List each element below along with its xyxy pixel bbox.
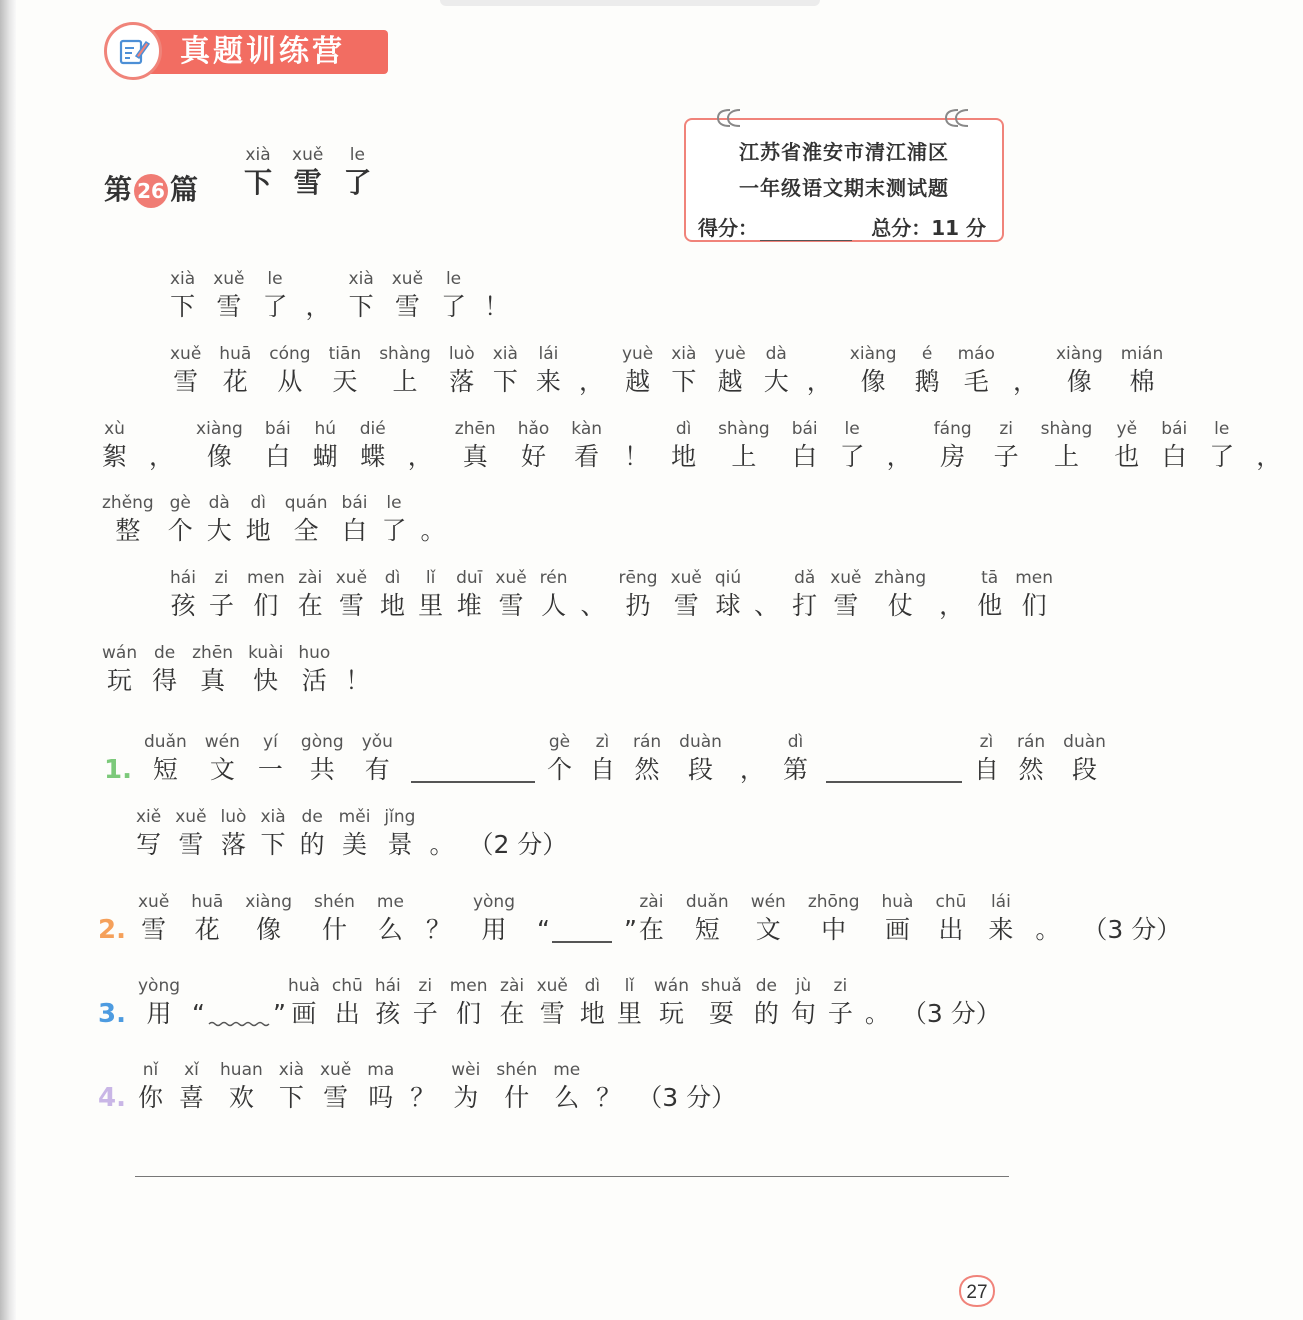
- char-with-pinyin: fáng 房: [933, 419, 972, 471]
- question-1-part-b: [546, 732, 826, 787]
- char-with-pinyin: tā 他: [977, 568, 1003, 620]
- char-with-pinyin: lǐ 里: [616, 976, 642, 1028]
- char-with-pinyin: xuě 雪: [175, 807, 207, 859]
- char-with-pinyin: xiàng 像: [1055, 344, 1103, 396]
- char-with-pinyin: de 的: [753, 976, 779, 1028]
- question-number: 4.: [98, 1083, 126, 1113]
- char-with-pinyin: duǎn 短: [685, 892, 729, 944]
- char-with-pinyin: bái 白: [791, 419, 818, 471]
- char-with-pinyin: ，: [578, 367, 604, 396]
- char-with-pinyin: lǐ 里: [418, 568, 444, 620]
- char-with-pinyin: wán 玩: [102, 643, 138, 695]
- passage-line-5: [170, 567, 1066, 623]
- exam-region: 江苏省淮安市清江浦区: [739, 140, 949, 164]
- question-number: 1.: [104, 755, 132, 785]
- char-with-pinyin: ，: [149, 442, 175, 471]
- char-with-pinyin: men 们: [449, 976, 488, 1028]
- char-with-pinyin: ！: [624, 442, 650, 471]
- char-with-pinyin: huà 画: [287, 976, 320, 1028]
- char-with-pinyin: le 了: [441, 269, 467, 321]
- char-with-pinyin: wén 文: [204, 732, 240, 784]
- char-with-pinyin: ，: [1012, 367, 1038, 396]
- char-with-pinyin: zài 在: [638, 892, 664, 944]
- wavy-line-mark[interactable]: [207, 999, 269, 1029]
- question-1: [104, 731, 1124, 787]
- story-title: [244, 144, 391, 200]
- char-with-pinyin: zì 自: [973, 732, 999, 784]
- char-with-pinyin: dì 第: [782, 732, 808, 784]
- char-with-pinyin: zi 子: [827, 976, 853, 1028]
- char-with-pinyin: měi 美: [338, 807, 371, 859]
- char-with-pinyin: jù 句: [790, 976, 816, 1028]
- char-with-pinyin: xuě 雪: [391, 269, 424, 321]
- char-with-pinyin: xuě 雪: [495, 568, 527, 620]
- char-with-pinyin: dì 地: [671, 419, 697, 471]
- char-with-pinyin: dà 大: [206, 493, 232, 545]
- char-with-pinyin: 。: [1035, 915, 1061, 944]
- paper-clip-icon: [712, 106, 748, 130]
- char-with-pinyin: 、: [754, 591, 780, 620]
- passage-line-2: [170, 343, 1181, 399]
- char-with-pinyin: luò 落: [448, 344, 475, 396]
- char-with-pinyin: dì 地: [380, 568, 406, 620]
- char-with-pinyin: xuě 雪: [670, 568, 702, 620]
- char-with-pinyin: kuài 快: [248, 643, 284, 695]
- char-with-pinyin: duǎn 短: [144, 732, 187, 784]
- question-2-part-a: [138, 892, 537, 947]
- char-with-pinyin: shén 什: [496, 1060, 538, 1112]
- char-with-pinyin: hái 孩: [374, 976, 401, 1028]
- char-with-pinyin: shàng 上: [379, 344, 431, 396]
- char-with-pinyin: xù 絮: [102, 419, 128, 471]
- char-with-pinyin: ，: [886, 442, 912, 471]
- char-with-pinyin: yě 也: [1114, 419, 1140, 471]
- question-1-part-d: [136, 807, 468, 862]
- char-with-pinyin: xiě 写: [136, 807, 162, 859]
- question-3-score: （3 分）: [901, 999, 1001, 1028]
- char-with-pinyin: lái 来: [988, 892, 1014, 944]
- char-with-pinyin: le 了: [343, 145, 372, 199]
- char-with-pinyin: shàng 上: [1040, 419, 1093, 471]
- char-with-pinyin: yòng 用: [472, 892, 515, 944]
- char-with-pinyin: xià 下: [492, 344, 518, 396]
- exam-info-box: [684, 118, 1004, 242]
- char-with-pinyin: chū 出: [331, 976, 363, 1028]
- char-with-pinyin: kàn 看: [571, 419, 603, 471]
- char-with-pinyin: ？: [425, 915, 451, 944]
- char-with-pinyin: nǐ 你: [138, 1060, 164, 1112]
- char-with-pinyin: xuě 雪: [138, 892, 170, 944]
- passage-line-4: [102, 492, 460, 548]
- char-with-pinyin: 、: [580, 591, 606, 620]
- char-with-pinyin: dì 地: [579, 976, 605, 1028]
- char-with-pinyin: xuě 雪: [213, 269, 245, 321]
- char-with-pinyin: xiàng 像: [849, 344, 897, 396]
- char-with-pinyin: tiān 天: [328, 344, 362, 396]
- page-top-shadow: [440, 0, 820, 6]
- char-with-pinyin: me 么: [376, 892, 404, 944]
- char-with-pinyin: ，: [806, 367, 832, 396]
- question-4: [98, 1059, 752, 1115]
- char-with-pinyin: máo 毛: [957, 344, 995, 396]
- char-with-pinyin: dà 大: [763, 344, 789, 396]
- char-with-pinyin: ma 吗: [367, 1060, 395, 1112]
- char-with-pinyin: ，: [739, 755, 765, 784]
- question-3: 3. yòng 用 “ ” huà 画 chū 出 hái 孩 zi 子 men 们 zài 在 xuě 雪 dì 地 lǐ 里 wán 玩 shuǎ 耍 de 的 jù 句 zi 子 。 （3 分）: [98, 976, 1001, 1029]
- score-field[interactable]: 得分：: [698, 212, 852, 241]
- char-with-pinyin: xià 下: [260, 807, 286, 859]
- char-with-pinyin: ！: [484, 292, 510, 321]
- char-with-pinyin: cóng 从: [269, 344, 311, 396]
- char-with-pinyin: zi 子: [208, 568, 234, 620]
- passage-line-6: [102, 642, 385, 698]
- char-with-pinyin: duàn 段: [679, 732, 722, 784]
- char-with-pinyin: gè 个: [167, 493, 193, 545]
- char-with-pinyin: hǎo 好: [517, 419, 550, 471]
- char-with-pinyin: wán 玩: [653, 976, 689, 1028]
- char-with-pinyin: rén 人: [539, 568, 568, 620]
- question-number: 2.: [98, 915, 126, 945]
- exam-name: 一年级语文期末测试题: [739, 176, 949, 200]
- char-with-pinyin: zhōng 中: [807, 892, 860, 944]
- char-with-pinyin: le 了: [839, 419, 865, 471]
- lesson-number: 第 26 篇: [104, 173, 199, 206]
- char-with-pinyin: xià 下: [278, 1060, 304, 1112]
- question-2: 2. xuě 雪 huā 花 xiàng 像 shén 什 me 么 ？ yòng 用 “ ” zài 在 duǎn 短 wén 文 zhōng 中 huà 画 chū 出 lái 来 。 （3 分）: [98, 892, 1182, 945]
- line-mark-blank[interactable]: [552, 911, 612, 943]
- char-with-pinyin: wèi 为: [451, 1060, 481, 1112]
- badge-title: 真题训练营: [140, 30, 388, 74]
- char-with-pinyin: xuě 雪: [830, 568, 862, 620]
- char-with-pinyin: de 得: [152, 643, 178, 695]
- char-with-pinyin: gòng 共: [300, 732, 344, 784]
- answer-blank-1[interactable]: [411, 751, 535, 783]
- char-with-pinyin: dié 蝶: [359, 419, 386, 471]
- char-with-pinyin: xià 下: [244, 145, 273, 199]
- char-with-pinyin: jǐng 景: [384, 807, 416, 859]
- char-with-pinyin: rán 然: [1016, 732, 1046, 784]
- question-number: 3.: [98, 999, 126, 1029]
- char-with-pinyin: huan 欢: [220, 1060, 263, 1112]
- char-with-pinyin: mián 棉: [1120, 344, 1164, 396]
- char-with-pinyin: me 么: [553, 1060, 581, 1112]
- char-with-pinyin: xuě 雪: [335, 568, 368, 620]
- char-with-pinyin: ？: [410, 1083, 436, 1112]
- total-score: 总分：11 分: [871, 216, 986, 240]
- passage-line-1: [170, 268, 527, 324]
- char-with-pinyin: ，: [939, 591, 965, 620]
- char-with-pinyin: yuè 越: [714, 344, 746, 396]
- question-3-part-a: [138, 976, 192, 1031]
- question-4-part-a: [138, 1060, 637, 1115]
- char-with-pinyin: ？: [596, 1083, 622, 1112]
- question-1-continued: [136, 806, 581, 862]
- char-with-pinyin: shàng 上: [718, 419, 770, 471]
- question-2-part-b: [638, 892, 1083, 947]
- char-with-pinyin: rēng 扔: [618, 568, 658, 620]
- question-1-part-c: [973, 732, 1124, 787]
- question-4-score: （3 分）: [637, 1083, 737, 1112]
- char-with-pinyin: quán 全: [284, 493, 328, 545]
- question-1-part-a: [144, 732, 411, 787]
- char-with-pinyin: men 们: [1015, 568, 1053, 620]
- answer-line[interactable]: [135, 1176, 1009, 1177]
- pencil-notebook-icon: [104, 22, 162, 80]
- char-with-pinyin: gè 个: [546, 732, 572, 784]
- char-with-pinyin: duàn 段: [1063, 732, 1106, 784]
- char-with-pinyin: huā 花: [219, 344, 252, 396]
- char-with-pinyin: xià 下: [348, 269, 374, 321]
- page-number-badge: [958, 1274, 996, 1308]
- page-number: 27: [966, 1282, 988, 1303]
- char-with-pinyin: huā 花: [191, 892, 224, 944]
- char-with-pinyin: 。: [429, 830, 455, 859]
- char-with-pinyin: xuě 雪: [292, 145, 324, 199]
- char-with-pinyin: chū 出: [935, 892, 967, 944]
- char-with-pinyin: yǒu 有: [361, 732, 393, 784]
- char-with-pinyin: huo 活: [298, 643, 331, 695]
- char-with-pinyin: shén 什: [314, 892, 355, 944]
- char-with-pinyin: 。: [420, 516, 446, 545]
- char-with-pinyin: hái 孩: [170, 568, 196, 620]
- lesson-number-circle: 26: [134, 174, 168, 208]
- char-with-pinyin: yòng 用: [138, 976, 181, 1028]
- char-with-pinyin: zi 子: [412, 976, 438, 1028]
- char-with-pinyin: de 的: [299, 807, 325, 859]
- passage-line-3: [102, 418, 1303, 474]
- char-with-pinyin: xuě 雪: [319, 1060, 352, 1112]
- char-with-pinyin: xuě 雪: [536, 976, 568, 1028]
- char-with-pinyin: dì 地: [245, 493, 271, 545]
- book-spine-shadow: [0, 0, 16, 1320]
- char-with-pinyin: bái 白: [264, 419, 291, 471]
- char-with-pinyin: bái 白: [1161, 419, 1188, 471]
- char-with-pinyin: rán 然: [632, 732, 662, 784]
- char-with-pinyin: huà 画: [881, 892, 914, 944]
- char-with-pinyin: shuǎ 耍: [701, 976, 742, 1028]
- char-with-pinyin: xiàng 像: [196, 419, 243, 471]
- char-with-pinyin: xià 下: [671, 344, 697, 396]
- char-with-pinyin: le 了: [262, 269, 288, 321]
- char-with-pinyin: zhěng 整: [102, 493, 154, 545]
- char-with-pinyin: xiàng 像: [245, 892, 293, 944]
- char-with-pinyin: wén 文: [750, 892, 786, 944]
- char-with-pinyin: xuě 雪: [170, 344, 202, 396]
- char-with-pinyin: men 们: [246, 568, 285, 620]
- question-1-score: （2 分）: [468, 830, 568, 859]
- char-with-pinyin: ，: [407, 442, 433, 471]
- char-with-pinyin: xǐ 喜: [179, 1060, 205, 1112]
- char-with-pinyin: luò 落: [220, 807, 247, 859]
- char-with-pinyin: zi 子: [993, 419, 1019, 471]
- char-with-pinyin: zì 自: [589, 732, 615, 784]
- char-with-pinyin: zài 在: [499, 976, 525, 1028]
- paper-clip-icon: [940, 106, 976, 130]
- char-with-pinyin: é 鹅: [914, 344, 940, 396]
- char-with-pinyin: lái 来: [535, 344, 561, 396]
- char-with-pinyin: ！: [345, 666, 371, 695]
- char-with-pinyin: zhēn 真: [454, 419, 496, 471]
- char-with-pinyin: zài 在: [297, 568, 323, 620]
- char-with-pinyin: ，: [1256, 442, 1282, 471]
- char-with-pinyin: xià 下: [170, 269, 196, 321]
- char-with-pinyin: hú 蝴: [312, 419, 338, 471]
- char-with-pinyin: le 了: [381, 493, 407, 545]
- char-with-pinyin: 。: [864, 999, 890, 1028]
- char-with-pinyin: zhàng 仗: [874, 568, 927, 620]
- char-with-pinyin: duī 堆: [456, 568, 483, 620]
- question-2-score: （3 分）: [1082, 915, 1182, 944]
- char-with-pinyin: le 了: [1209, 419, 1235, 471]
- char-with-pinyin: ，: [305, 292, 331, 321]
- char-with-pinyin: zhēn 真: [192, 643, 234, 695]
- char-with-pinyin: qiú 球: [714, 568, 742, 620]
- char-with-pinyin: dǎ 打: [792, 568, 818, 620]
- char-with-pinyin: yuè 越: [621, 344, 654, 396]
- char-with-pinyin: yí 一: [257, 732, 283, 784]
- char-with-pinyin: bái 白: [341, 493, 368, 545]
- answer-blank-2[interactable]: [826, 751, 962, 783]
